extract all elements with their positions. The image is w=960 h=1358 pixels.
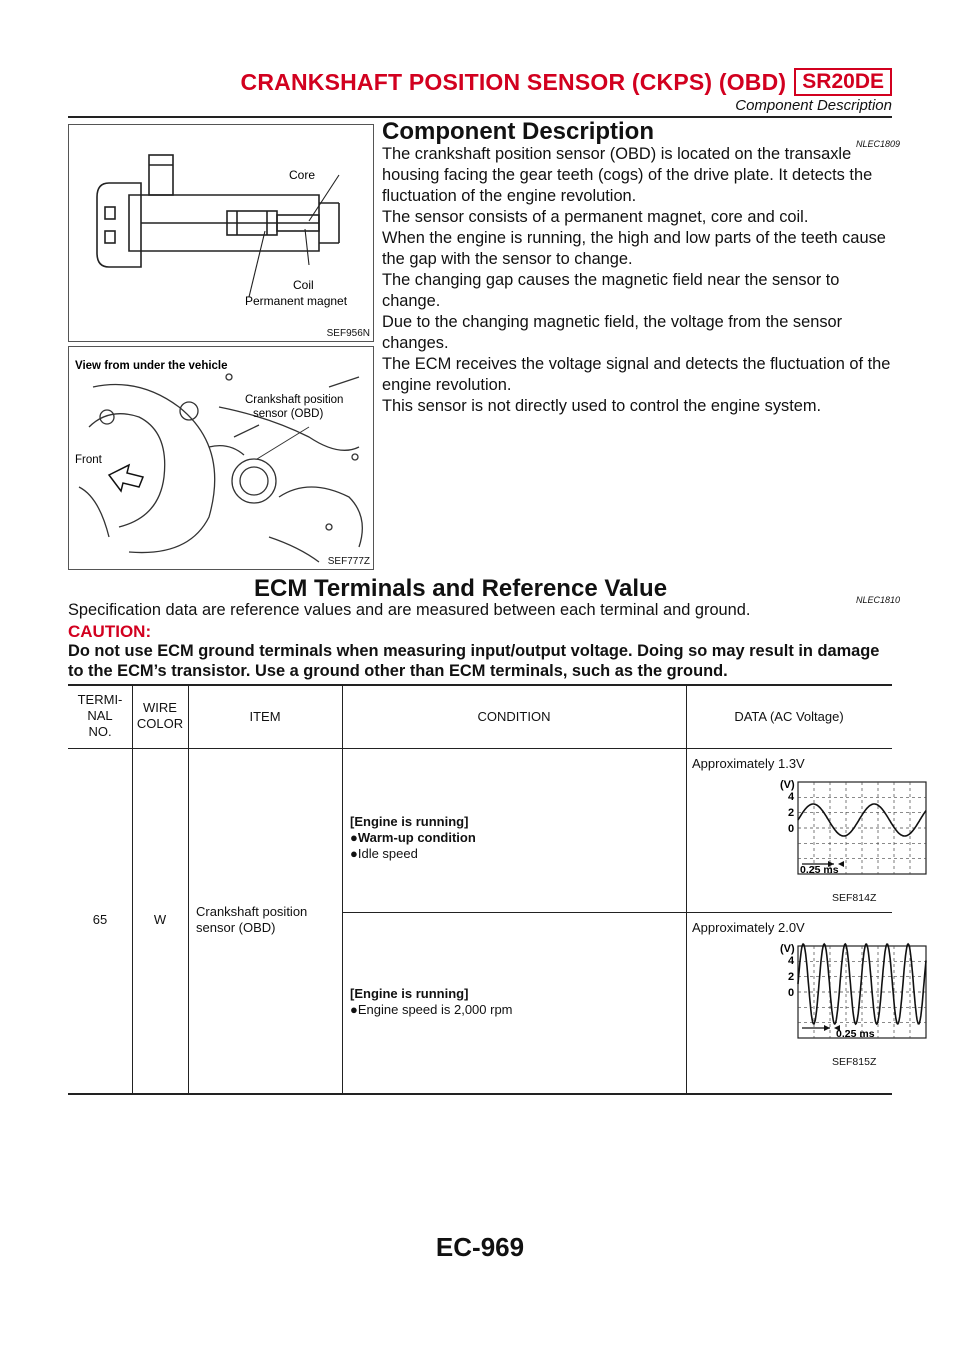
plot-unit: (V) [780, 943, 795, 955]
waveform-plot [686, 940, 875, 1050]
waveform-plot [686, 776, 866, 886]
plot-unit: (V) [780, 779, 795, 791]
sensor-figure [68, 124, 374, 342]
ecm-table [68, 684, 892, 1096]
component-heading: Component Description [382, 118, 655, 145]
sensor-drawing [69, 125, 373, 341]
label-magnet: Permanent magnet [245, 294, 348, 308]
paragraph: The sensor consists of a permanent magnet, core and coil. [382, 208, 809, 226]
condition-bullet: ●Warm-up condition [350, 830, 476, 845]
caution-heading: CAUTION: [68, 622, 152, 641]
condition-cell [350, 986, 680, 1018]
condition-cell [350, 814, 680, 862]
label-sensor-2: sensor (OBD) [253, 408, 324, 420]
paragraph: The changing gap causes the magnetic field near the sensor to change. [382, 271, 840, 310]
location-figure [68, 346, 374, 570]
page-number: EC-969 [435, 1232, 525, 1262]
header-condition: CONDITION [477, 709, 551, 724]
label-sensor-1: Crankshaft position [245, 394, 344, 406]
section-code: NLEC1809 [856, 139, 901, 149]
header-terminal: TERMI- NAL NO. [77, 692, 123, 739]
condition-bullet: ●Idle speed [350, 846, 418, 861]
header-wire: WIRE COLOR [136, 700, 184, 731]
plot-tick-label: 2 [788, 807, 795, 819]
table-rule [68, 1093, 892, 1095]
paragraph: The ECM receives the voltage signal and detects the fluctuation of the engine revolution. [382, 355, 891, 394]
header-item: ITEM [249, 709, 281, 724]
paragraph: Due to the changing magnetic field, the voltage from the sensor changes. [382, 313, 843, 352]
plot-tick-label: 4 [788, 791, 795, 803]
plot-tick-label: 2 [788, 971, 795, 983]
data-value: Approximately 2.0V [692, 920, 805, 935]
section-code: NLEC1810 [856, 595, 901, 605]
page-header [0, 68, 892, 114]
label-view: View from under the vehicle [75, 360, 228, 372]
label-core: Core [289, 168, 316, 182]
plot-id: SEF814Z [832, 892, 877, 904]
table-rule [132, 686, 133, 1093]
time-marker-arrow [838, 861, 844, 867]
plot-tick-label: 0 [788, 823, 795, 835]
component-text [382, 144, 892, 417]
ecm-intro: Specification data are reference values and are measured between each terminal and ground. [68, 601, 751, 619]
table-rule [188, 686, 189, 1093]
time-label: 0.25 ms [836, 1028, 875, 1040]
header-data: DATA (AC Voltage) [734, 709, 844, 724]
paragraph: When the engine is running, the high and low parts of the teeth cause the gap with the sensor to change. [382, 229, 886, 268]
label-coil: Coil [293, 278, 314, 292]
terminal-number: 65 [92, 912, 108, 927]
plot-tick-label: 4 [788, 955, 795, 967]
caution-text: Do not use ECM ground terminals when measuring input/output voltage. Doing so may result in damage to the ECM’s transistor. Use a ground other than ECM terminals, such as the ground. [68, 642, 880, 680]
figure-id: SEF777Z [327, 556, 370, 567]
wire-color: W [153, 912, 167, 927]
condition-bullet: ●Engine speed is 2,000 rpm [350, 1002, 513, 1017]
section-subtitle: Component Description [735, 97, 892, 114]
plot-tick-label: 0 [788, 987, 795, 999]
paragraph: This sensor is not directly used to control the engine system. [382, 397, 822, 415]
figure-id: SEF956N [326, 328, 370, 339]
item-name: Crankshaft position sensor (OBD) [196, 904, 308, 935]
time-marker-arrow [824, 1025, 830, 1031]
table-rule [68, 748, 892, 749]
table-rule [342, 912, 892, 913]
location-drawing [69, 347, 373, 569]
engine-tag: SR20DE [794, 68, 892, 96]
table-rule [68, 684, 892, 686]
condition-title: [Engine is running] [350, 986, 469, 1001]
time-label: 0.25 ms [800, 864, 839, 876]
table-rule [342, 686, 343, 1093]
data-value: Approximately 1.3V [692, 756, 805, 771]
ecm-heading: ECM Terminals and Reference Value [254, 575, 668, 602]
plot-id: SEF815Z [832, 1056, 877, 1068]
label-front: Front [75, 454, 102, 466]
section-title: CRANKSHAFT POSITION SENSOR (CKPS) (OBD) [240, 68, 787, 95]
condition-title: [Engine is running] [350, 814, 469, 829]
paragraph: The crankshaft position sensor (OBD) is located on the transaxle housing facing the gear teeth (cogs) of the drive plate. It detects the fluctuation of the engine revolution. [382, 145, 873, 205]
